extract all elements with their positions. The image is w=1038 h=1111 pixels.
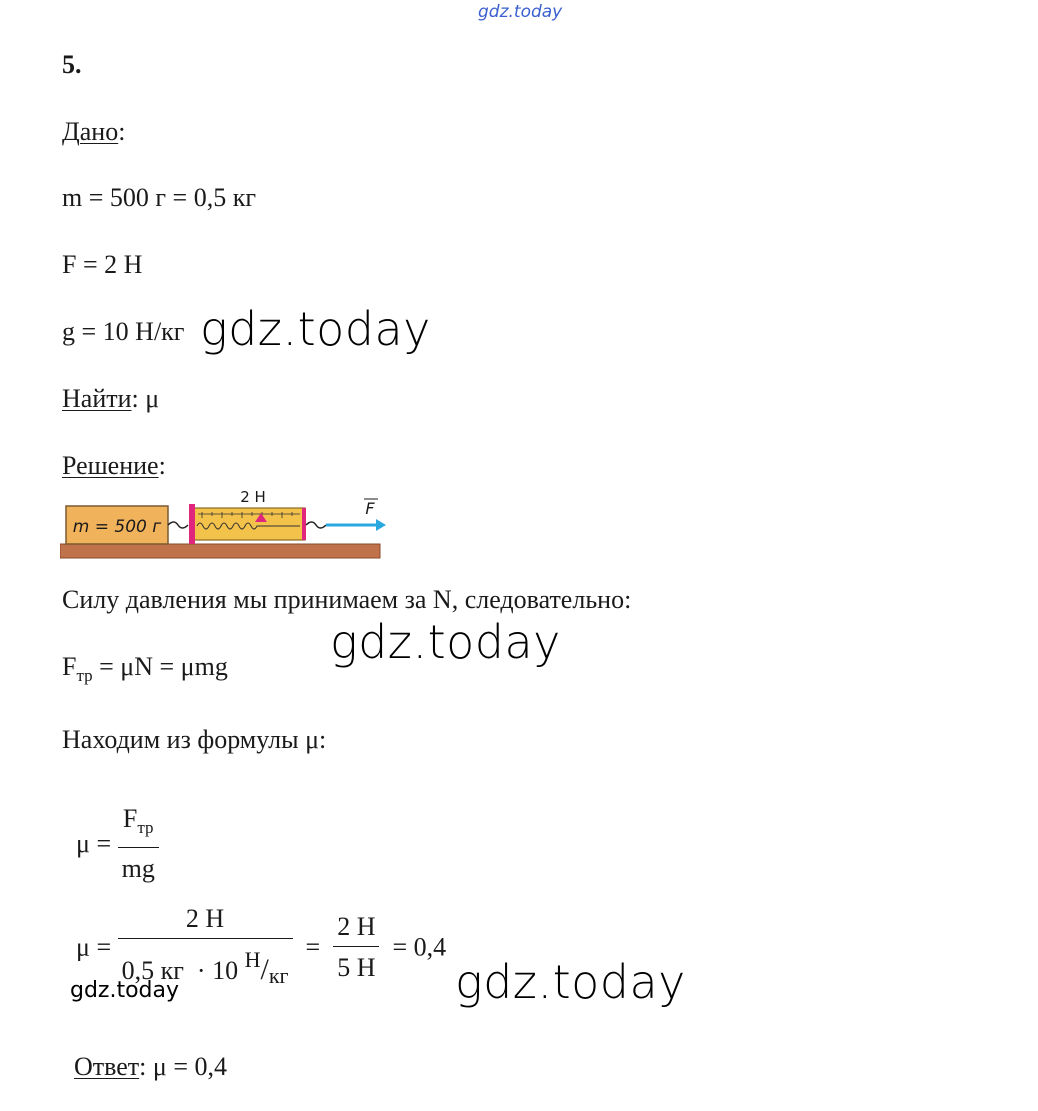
find-value: : μ: [131, 384, 160, 413]
calc-den-slash: /: [260, 953, 269, 986]
calc-den-left: 0,5 кг · 10: [121, 956, 245, 985]
solution-line-2: Находим из формулы μ:: [62, 725, 327, 754]
answer-value: : μ = 0,4: [139, 1052, 227, 1081]
mu-fraction-numerator: [119, 804, 158, 847]
calc-result: = 0,4: [385, 932, 447, 962]
mu-fraction: [118, 804, 159, 884]
right-hook: [306, 522, 326, 528]
calc-den-unit-bot: кг: [268, 963, 289, 988]
scale-label: 2 Н: [240, 488, 266, 506]
mu-num-sub: тр: [137, 818, 154, 837]
mu-num-f: F: [122, 804, 138, 833]
watermark-middle: gdz.today: [330, 615, 561, 669]
solution-heading-text: Решение: [62, 451, 159, 480]
calc-fraction-1-numerator: 2 Н: [185, 904, 225, 933]
given-force: F = 2 Н: [62, 250, 143, 279]
answer-line: [74, 1052, 227, 1082]
dynamometer-clamp-left: [189, 504, 195, 544]
friction-sub: тр: [76, 666, 93, 685]
calc-fraction-2-denominator: 5 Н: [333, 946, 379, 983]
calc-lhs: μ =: [76, 932, 118, 962]
solution-heading-colon: :: [158, 451, 166, 480]
calc-den-unit-top: Н: [244, 947, 261, 972]
mu-fraction-denominator: mg: [118, 847, 159, 884]
top-watermark: gdz.today: [478, 2, 563, 22]
find-heading: Найти: [62, 384, 132, 413]
friction-formula: [62, 652, 228, 691]
given-heading-text: Дано: [62, 117, 119, 146]
dynamometer-figure: [60, 486, 390, 562]
dynamometer-body: [191, 508, 305, 540]
force-label: F: [365, 499, 375, 518]
mass-block-label: m = 500 г: [72, 517, 162, 537]
mu-formula: [76, 804, 159, 884]
calc-fraction-2-numerator: 2 Н: [337, 912, 376, 941]
block-hook: [168, 522, 188, 528]
calc-fraction-2: [333, 912, 379, 983]
given-mass: m = 500 г = 0,5 кг: [62, 183, 257, 212]
friction-rest: = μN = μmg: [92, 652, 228, 681]
force-arrow-head: [376, 519, 386, 531]
answer-heading: Ответ: [74, 1052, 140, 1081]
problem-number: 5.: [62, 50, 82, 79]
friction-f: F: [62, 652, 77, 681]
find-line: [62, 384, 159, 414]
watermark-bottom-left: gdz.today: [70, 978, 180, 1003]
watermark-bottom-right: gdz.today: [455, 955, 686, 1009]
dynamometer-clamp-right: [302, 508, 306, 540]
mu-formula-lhs: μ =: [76, 829, 118, 858]
given-heading: [62, 117, 125, 147]
table-surface: [60, 544, 380, 558]
watermark-after-g: gdz.today: [200, 302, 431, 356]
solution-line-1: Силу давления мы принимаем за N, следовательно:: [62, 585, 632, 614]
solution-heading: [62, 451, 166, 481]
calc-eq: =: [299, 932, 327, 962]
given-heading-colon: :: [118, 117, 126, 146]
given-g: g = 10 Н/кг: [62, 317, 185, 346]
